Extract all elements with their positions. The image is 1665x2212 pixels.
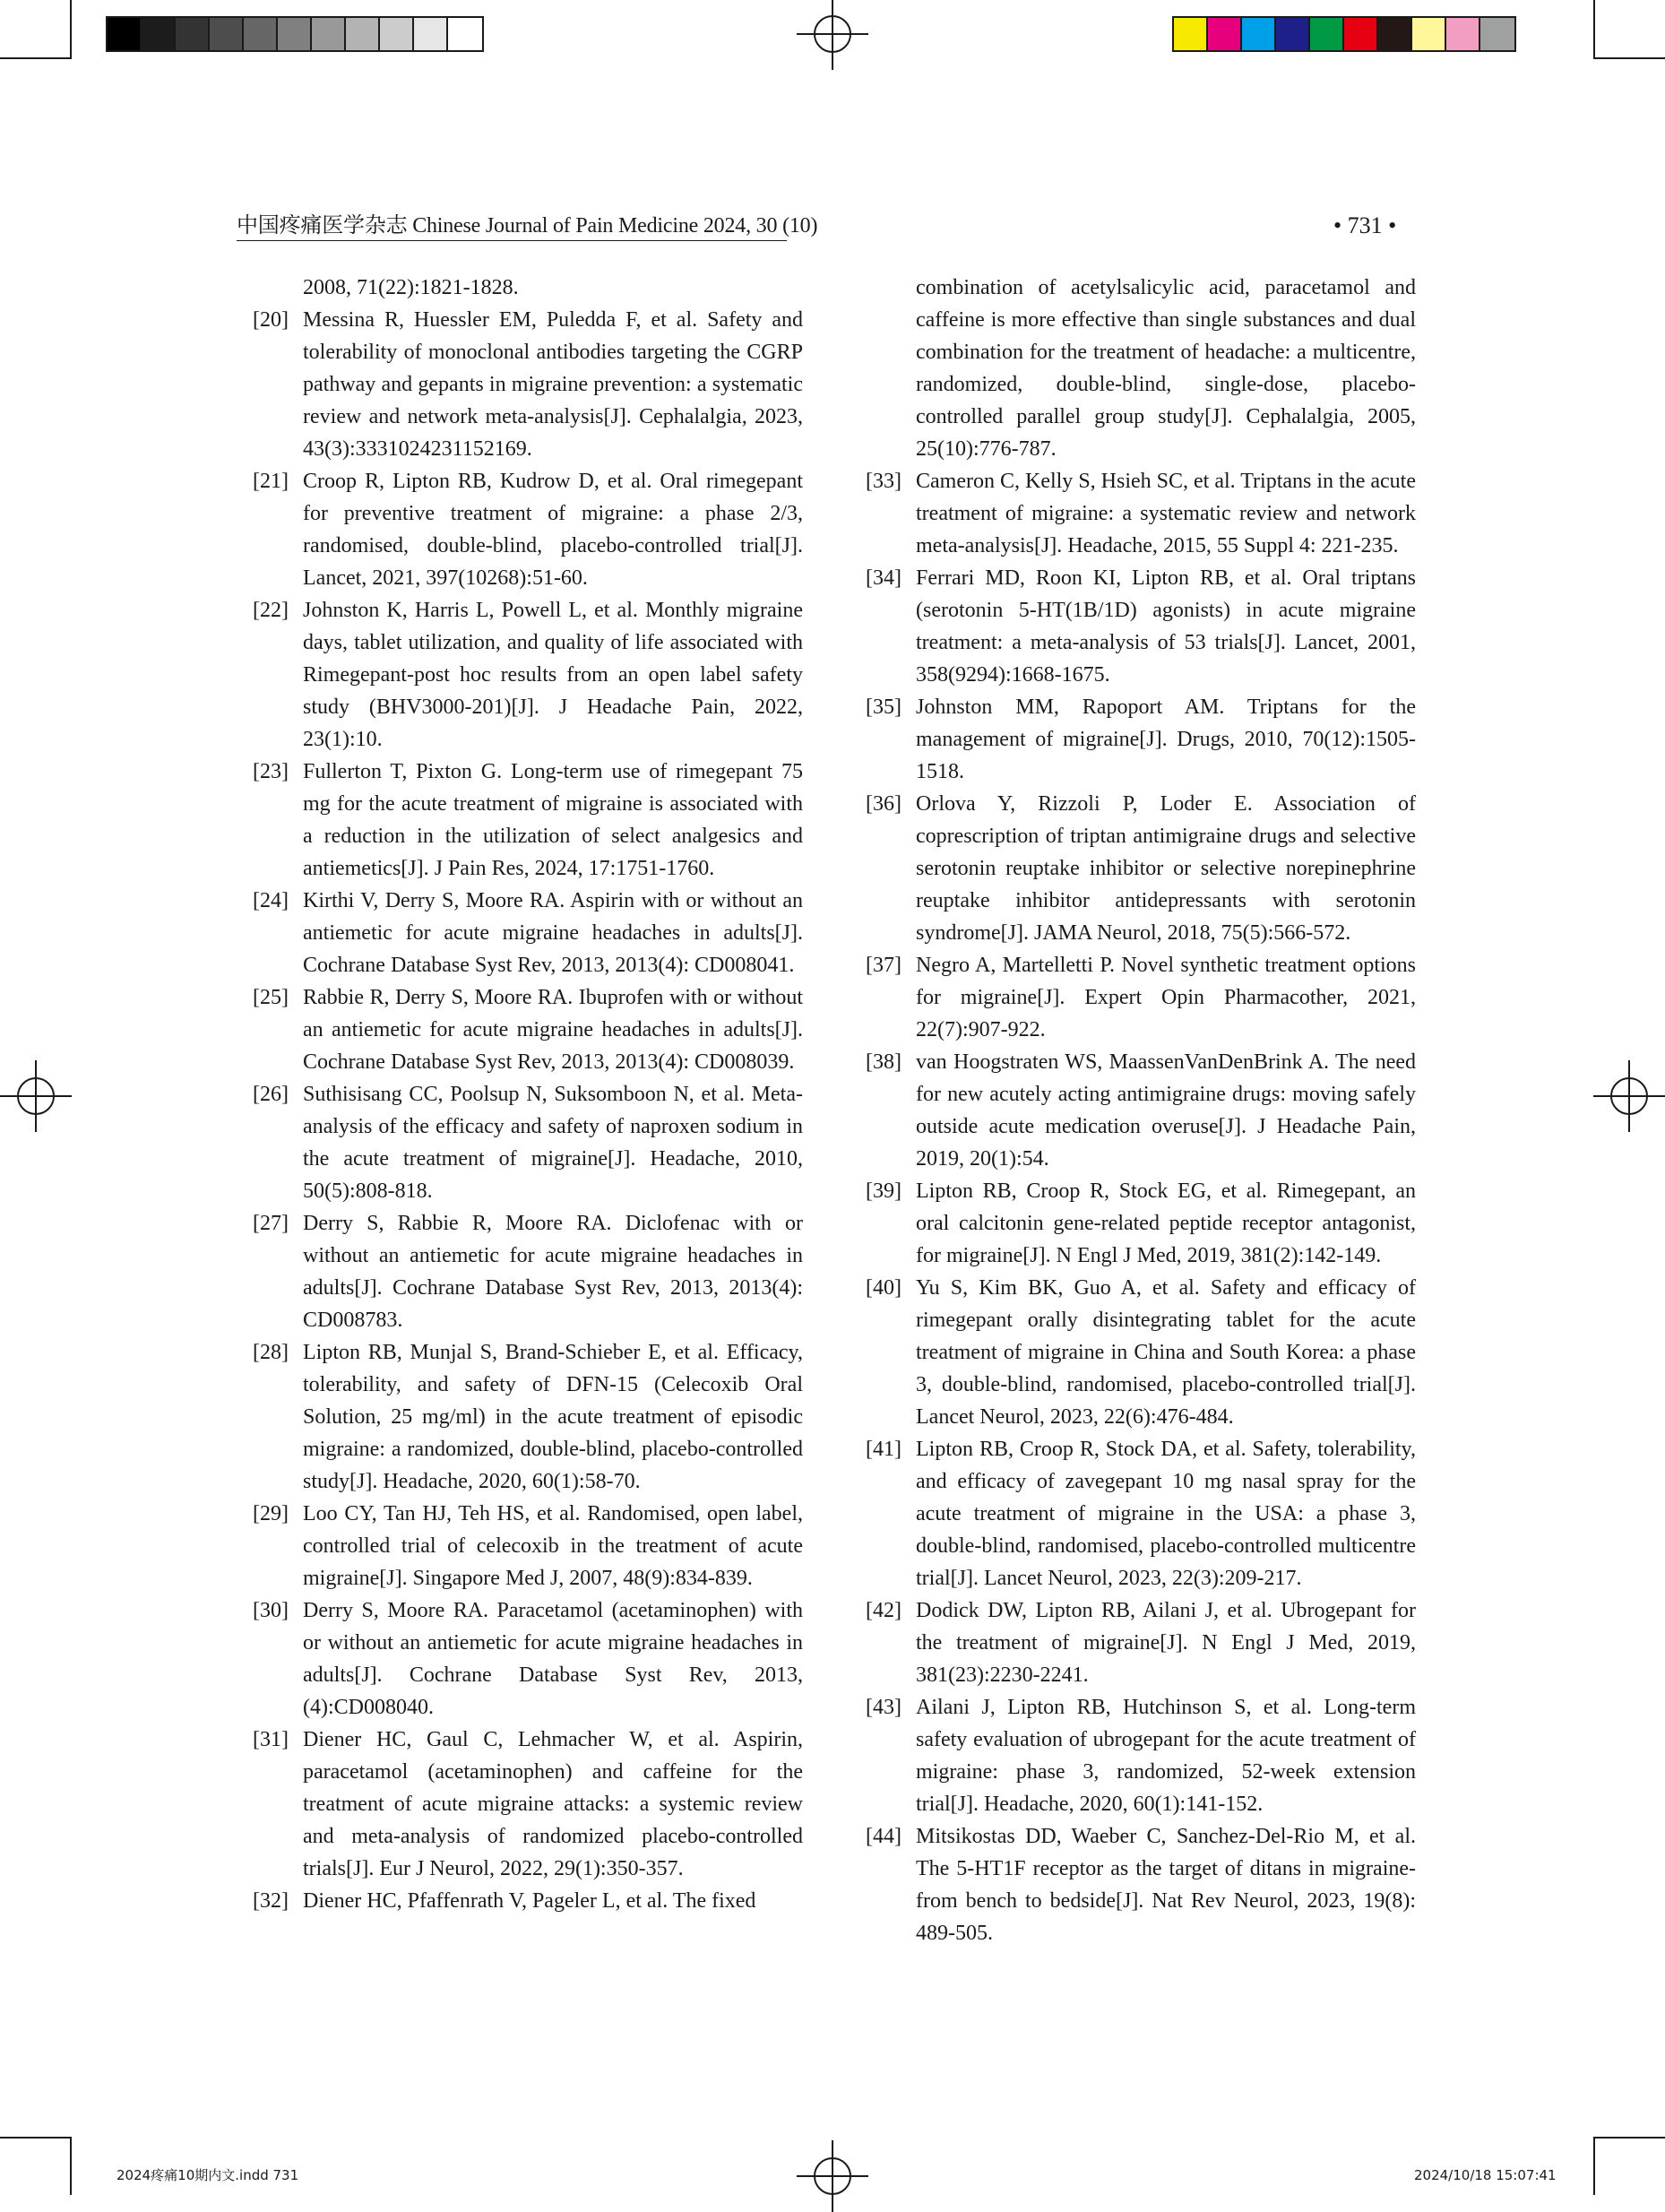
header-rule [237,240,787,241]
reference-text: van Hoogstraten WS, MaassenVanDenBrink A. The need for new acutely acting antimigraine drugs: moving safely outside acute medication overuse[J]. J Headache Pain, 2019, 20(1):54. [916,1050,1416,1171]
color-swatch [108,18,142,50]
reference-item [866,1820,1416,1949]
color-swatch [1480,18,1514,50]
grayscale-color-bar [106,16,484,52]
color-swatch [1344,18,1378,50]
color-swatch [176,18,210,50]
reference-item [253,1078,803,1207]
crop-mark [70,0,72,59]
registration-mark-left [0,1060,72,1132]
reference-number: [37] [866,954,902,977]
color-swatch [414,18,448,50]
reference-text: Mitsikostas DD, Waeber C, Sanchez-Del-Rio M, et al. The 5-HT1F receptor as the target of ditans in migraine-from bench to bedside[J]. Nat Rev Neurol, 2023, 19(8): 489-505. [916,1825,1416,1945]
reference-text: Lipton RB, Croop R, Stock EG, et al. Rimegepant, an oral calcitonin gene-related peptide receptor antagonist, for migraine[J]. N Engl J Med, 2019, 381(2):142-149. [916,1179,1416,1267]
color-swatch [278,18,312,50]
reference-text: Orlova Y, Rizzoli P, Loder E. Association of coprescription of triptan antimigraine drugs and selective serotonin reuptake inhibitor or selective norepinephrine reuptake inhibitor antidepressants with serotonin syndrome[J]. JAMA Neurol, 2018, 75(5):566-572. [916,792,1416,945]
reference-text: Ailani J, Lipton RB, Hutchinson S, et al. Long-term safety evaluation of ubrogepant for the acute treatment of migraine: phase 3, randomized, 52-week extension trial[J]. Headache, 2020, 60(1):141-152. [916,1696,1416,1816]
color-swatch [1412,18,1446,50]
reference-item [253,1336,803,1498]
reference-number: [25] [253,986,289,1009]
reference-item [866,691,1416,788]
reference-number: [21] [253,470,289,493]
color-swatch [1310,18,1344,50]
reference-continuation: combination of acetylsalicylic acid, paracetamol and caffeine is more effective than single substances and dual combination for the treatment of headache: a multicentre, randomized, double-blind, single-dose, placebo-controlled parallel group study[J]. Cephalalgia, 2005, 25(10):776-787. [916,276,1416,461]
reference-number: [36] [866,792,902,816]
reference-text: Derry S, Moore RA. Paracetamol (acetaminophen) with or without an antiemetic for acute migraine headaches in adults[J]. Cochrane Database Syst Rev, 2013, (4):CD008040. [303,1599,803,1719]
color-swatch [210,18,244,50]
reference-number: [24] [253,889,289,912]
registration-mark-bottom [797,2140,868,2212]
reference-text: Dodick DW, Lipton RB, Ailani J, et al. Ubrogepant for the treatment of migraine[J]. N Engl J Med, 2019, 381(23):2230-2241. [916,1599,1416,1687]
reference-number: [40] [866,1276,902,1300]
reference-item [253,594,803,756]
reference-list-right [866,465,1416,1949]
reference-number: [28] [253,1341,289,1364]
reference-text: Negro A, Martelletti P. Novel synthetic treatment options for migraine[J]. Expert Opin Pharmacother, 2021, 22(7):907-922. [916,954,1416,1041]
reference-item [253,304,803,465]
crop-mark [1593,0,1595,59]
color-swatch [142,18,176,50]
reference-number: [31] [253,1728,289,1751]
reference-item [866,1433,1416,1594]
reference-item [866,1272,1416,1433]
crop-mark [1593,2137,1665,2139]
reference-column-right [866,272,1416,1949]
reference-number: [38] [866,1050,902,1074]
reference-continuation: 2008, 71(22):1821-1828. [303,276,519,299]
color-swatch [1276,18,1310,50]
reference-number: [39] [866,1179,902,1203]
reference-number: [34] [866,566,902,590]
reference-number: [44] [866,1825,902,1848]
reference-number: [35] [866,696,902,719]
color-swatch [1446,18,1480,50]
reference-column-left [253,272,803,1917]
color-swatch [1208,18,1242,50]
crop-mark [0,57,72,59]
reference-text: Croop R, Lipton RB, Kudrow D, et al. Oral rimegepant for preventive treatment of migraine: a phase 2/3, randomised, double-blind, placebo-controlled trial[J]. Lancet, 2021, 397(10268):51-60. [303,470,803,590]
reference-item [253,756,803,885]
process-color-bar [1172,16,1516,52]
reference-text: Yu S, Kim BK, Guo A, et al. Safety and efficacy of rimegepant orally disintegrating tablet for the acute treatment of migraine in China and South Korea: a phase 3, double-blind, randomised, placebo-controlled trial[J]. Lancet Neurol, 2023, 22(6):476-484. [916,1276,1416,1429]
reference-text: Kirthi V, Derry S, Moore RA. Aspirin with or without an antiemetic for acute migraine headaches in adults[J]. Cochrane Database Syst Rev, 2013, 2013(4): CD008041. [303,889,803,977]
reference-number: [43] [866,1696,902,1719]
crop-mark [70,2137,72,2195]
crop-mark [1593,57,1665,59]
reference-item [253,1594,803,1724]
reference-number: [33] [866,470,902,493]
color-swatch [312,18,346,50]
color-swatch [1242,18,1276,50]
reference-item [253,1207,803,1336]
reference-text: Diener HC, Gaul C, Lehmacher W, et al. Aspirin, paracetamol (acetaminophen) and caffeine for the treatment of acute migraine attacks: a systemic review and meta-analysis of randomized placebo-controlled trials[J]. Eur J Neurol, 2022, 29(1):350-357. [303,1728,803,1880]
reference-item [253,1498,803,1594]
reference-number: [23] [253,760,289,783]
reference-text: Loo CY, Tan HJ, Teh HS, et al. Randomised, open label, controlled trial of celecoxib in the treatment of acute migraine[J]. Singapore Med J, 2007, 48(9):834-839. [303,1502,803,1590]
reference-text: Ferrari MD, Roon KI, Lipton RB, et al. Oral triptans (serotonin 5-HT(1B/1D) agonists) in acute migraine treatment: a meta-analysis of 53 trials[J]. Lancet, 2001, 358(9294):1668-1675. [916,566,1416,687]
color-swatch [1378,18,1412,50]
reference-item [866,949,1416,1046]
reference-number: [26] [253,1083,289,1106]
reference-item [866,1046,1416,1175]
reference-number: [22] [253,599,289,622]
reference-item [866,1691,1416,1820]
reference-text: Lipton RB, Munjal S, Brand-Schieber E, et al. Efficacy, tolerability, and safety of DFN-15 (Celecoxib Oral Solution, 25 mg/ml) in the acute treatment of episodic migraine: a randomized, double-blind, placebo-controlled study[J]. Headache, 2020, 60(1):58-70. [303,1341,803,1493]
color-swatch [380,18,414,50]
registration-mark-right [1593,1060,1665,1132]
crop-mark [1593,2137,1595,2195]
color-swatch [448,18,482,50]
color-swatch [244,18,278,50]
reference-text: Lipton RB, Croop R, Stock DA, et al. Safety, tolerability, and efficacy of zavegepant 10 mg nasal spray for the acute treatment of migraine in the USA: a phase 3, double-blind, randomised, placebo-controlled multicentre trial[J]. Lancet Neurol, 2023, 22(3):209-217. [916,1438,1416,1590]
color-swatch [346,18,380,50]
reference-item [866,562,1416,691]
reference-text: Rabbie R, Derry S, Moore RA. Ibuprofen with or without an antiemetic for acute migraine headaches in adults[J]. Cochrane Database Syst Rev, 2013, 2013(4): CD008039. [303,986,803,1074]
registration-mark-top [797,0,868,72]
reference-item [253,981,803,1078]
footer-timestamp: 2024/10/18 15:07:41 [1414,2167,1557,2183]
reference-item [253,1885,803,1917]
reference-text: Johnston K, Harris L, Powell L, et al. Monthly migraine days, tablet utilization, and quality of life associated with Rimegepant-post hoc results from an open label safety study (BHV3000-201)[J]. J Headache Pain, 2022, 23(1):10. [303,599,803,751]
reference-text: Cameron C, Kelly S, Hsieh SC, et al. Triptans in the acute treatment of migraine: a systematic review and network meta-analysis[J]. Headache, 2015, 55 Suppl 4: 221-235. [916,470,1416,557]
reference-item [866,1594,1416,1691]
reference-text: Messina R, Huessler EM, Puledda F, et al. Safety and tolerability of monoclonal antibodies targeting the CGRP pathway and gepants in migraine prevention: a systematic review and network meta-analysis[J]. Cephalalgia, 2023, 43(3):3331024231152169. [303,308,803,461]
reference-text: Fullerton T, Pixton G. Long-term use of rimegepant 75 mg for the acute treatment of migraine is associated with a reduction in the utilization of select analgesics and antiemetics[J]. J Pain Res, 2024, 17:1751-1760. [303,760,803,880]
reference-number: [29] [253,1502,289,1525]
journal-header: 中国疼痛医学杂志 Chinese Journal of Pain Medicine 2024, 30 (10) [237,214,818,238]
reference-text: Diener HC, Pfaffenrath V, Pageler L, et al. The fixed [303,1889,756,1913]
reference-number: [32] [253,1889,289,1913]
reference-number: [27] [253,1212,289,1235]
reference-number: [42] [866,1599,902,1622]
reference-item [866,1175,1416,1272]
reference-number: [30] [253,1599,289,1622]
crop-mark [0,2137,72,2139]
reference-text: Suthisisang CC, Poolsup N, Suksomboon N, et al. Meta-analysis of the efficacy and safety of naproxen sodium in the acute treatment of migraine[J]. Headache, 2010, 50(5):808-818. [303,1083,803,1203]
reference-item [253,885,803,981]
footer-filename: 2024疼痛10期内文.indd 731 [116,2167,299,2183]
reference-number: [20] [253,308,289,332]
reference-item [253,1724,803,1885]
page-number: • 731 • [1333,212,1397,238]
reference-item [253,465,803,594]
reference-text: Johnston MM, Rapoport AM. Triptans for the management of migraine[J]. Drugs, 2010, 70(12):1505-1518. [916,696,1416,783]
color-swatch [1174,18,1208,50]
reference-text: Derry S, Rabbie R, Moore RA. Diclofenac with or without an antiemetic for acute migraine headaches in adults[J]. Cochrane Database Syst Rev, 2013, 2013(4): CD008783. [303,1212,803,1332]
reference-number: [41] [866,1438,902,1461]
reference-item [866,788,1416,949]
reference-list-left [253,304,803,1917]
reference-item [866,465,1416,562]
